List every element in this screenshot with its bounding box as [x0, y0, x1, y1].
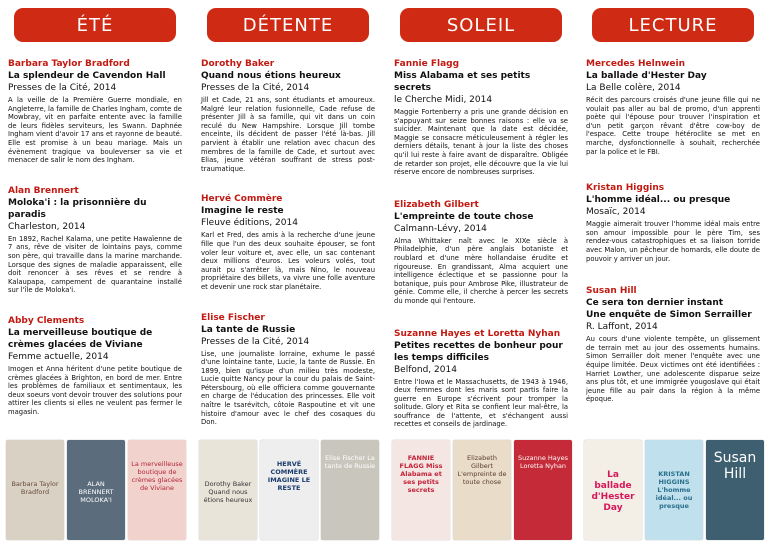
book-publisher: Presses de la Cité, 2014	[201, 336, 310, 347]
book-cover: Susan Hill	[706, 440, 764, 540]
book-author: Abby Clements	[8, 315, 85, 326]
book-entry	[386, 58, 576, 177]
book-entry	[0, 315, 190, 417]
book-publisher: Calmann-Lévy, 2014	[394, 223, 487, 234]
book-cover: La ballade d'Hester Day	[584, 440, 642, 540]
book-entry	[193, 312, 383, 427]
book-publisher: La Belle colère, 2014	[586, 83, 681, 93]
book-title: Miss Alabama et ses petits secrets	[394, 71, 531, 93]
book-subtitle: Une enquête de Simon Serrailler	[586, 310, 752, 321]
book-entry	[578, 58, 768, 156]
book-title: La tante de Russie	[201, 324, 296, 335]
book-entry	[578, 182, 768, 263]
banner-detente: DÉTENTE	[207, 8, 369, 42]
book-publisher: Presses de la Cité, 2014	[8, 83, 117, 93]
book-covers	[392, 440, 572, 540]
book-publisher: Belfond, 2014	[394, 364, 457, 375]
book-publisher: Presses de la Cité, 2014	[201, 83, 310, 93]
book-author: Dorothy Baker	[201, 59, 275, 69]
column-lecture	[578, 0, 768, 543]
book-cover: Elizabeth Gilbert L'empreinte de toute chose	[453, 440, 511, 540]
book-cover: KRISTAN HIGGINS L'homme idéal... ou presque	[645, 440, 703, 540]
banner-ete: ÉTÉ	[14, 8, 176, 42]
book-cover: La merveilleuse boutique de crèmes glacées de Viviane	[128, 440, 186, 540]
book-title: La splendeur de Cavendon Hall	[8, 71, 166, 81]
book-entry	[578, 285, 768, 404]
book-description: A la veille de la Première Guerre mondiale, en Angleterre, la famille de Charles Ingham, comte de Mowbray, vit en parfaite entente avec la famille de leurs fidèles serviteurs, les Swann. Daphnée Ingham vient d'avoir 17 ans et rayonne de beauté. Elle est promise à un beau mariage. Mais un évènement tragique va bouleverser sa vie et menacer de salir le nom des Ingham.	[8, 96, 182, 165]
book-covers	[199, 440, 379, 540]
column-detente	[193, 0, 383, 543]
book-cover: FANNIE FLAGG Miss Alabama et ses petits secrets	[392, 440, 450, 540]
book-author: Susan Hill	[586, 286, 637, 297]
banner-lecture: LECTURE	[592, 8, 754, 42]
book-publisher: R. Laffont, 2014	[586, 322, 658, 333]
book-author: Elizabeth Gilbert	[394, 199, 479, 210]
book-cover: Dorothy Baker Quand nous étions heureux	[199, 440, 257, 540]
book-author: Suzanne Hayes et Loretta Nyhan	[394, 328, 561, 339]
book-description: Imogen et Anna héritent d'une petite boutique de crèmes glacées à Brighton, en bord de mer. Entre les problèmes de familiaux et sentimentaux, les deux soeurs vont devoir trouver des solutions pour attirer les clients si elles ne veulent pas fermer le magasin.	[8, 364, 182, 416]
book-author: Mercedes Helnwein	[586, 59, 686, 69]
book-author: Hervé Commère	[201, 194, 283, 205]
book-author: Barbara Taylor Bradford	[8, 59, 130, 69]
book-description: Maggie Fortenberry a pris une grande décision en s'appuyant sur seize bonnes raisons : elle va se suicider. Maintenant que la date est décidée, Maggie se consacre méticuleusement à régler les derniers détails, tenant à jour la liste des choses qu'il lui reste à faire avant de disparaître. Obligée de retarder son projet, elle découvre que la vie lui réserve encore de nombreuses surprises.	[394, 108, 568, 177]
book-author: Elise Fischer	[201, 312, 265, 323]
book-entry	[386, 199, 576, 306]
book-author: Kristan Higgins	[586, 183, 665, 194]
book-publisher: Fleuve éditions, 2014	[201, 218, 298, 229]
book-publisher: le Cherche Midi, 2014	[394, 95, 493, 105]
book-description: Entre l'Iowa et le Massachusetts, de 1943 à 1946, deux femmes dont les maris sont partis faire la guerre en Europe s'écrivent pour tromper la solitude. Glory et Rita se confient leur mal-être, la souffrance de l'attente, et s'échangent aussi recettes et conseils de jardinage.	[394, 377, 568, 429]
book-title: La merveilleuse boutique de crèmes glacées de Viviane	[8, 327, 153, 350]
book-entry	[386, 328, 576, 430]
book-title: Moloka'i : la prisonnière du paradis	[8, 197, 147, 220]
book-description: Lise, une journaliste lorraine, exhume le passé d'une lointaine tante, Lucie, la tante de Russie. En 1899, bien qu'issue d'un milieu très modeste, Lucie quitte Nancy pour la cour du palais de Saint-Pétersbourg, où elle officiera comme gouvernante en charge de l'éducation des princesses. Elle voit naître le tsarévitch, côtoie Raspoutine et vit une histoire d'amour avec le chef des cosaques du Don.	[201, 349, 375, 427]
book-publisher: Femme actuelle, 2014	[8, 351, 109, 362]
book-title: La ballade d'Hester Day	[586, 71, 707, 81]
book-entry	[193, 58, 383, 173]
column-soleil	[386, 0, 576, 543]
book-title: Ce sera ton dernier instant	[586, 298, 724, 309]
book-author: Fannie Flagg	[394, 59, 460, 69]
book-description: Récit des parcours croisés d'une jeune fille qui ne voulait pas aller au bal de promo, d'un apprenti poète qui l'épouse pour trouver l'inspiration et d'un petit garçon rêvant d'être cow-boy de l'espace. Cette troupe hétéroclite se met en marche, dysfonctionnelle à souhait, recherchée par la police et le FBI.	[586, 96, 760, 156]
book-title: Quand nous étions heureux	[201, 71, 341, 81]
column-ete	[0, 0, 190, 543]
book-cover: Elise Fischer La tante de Russie	[321, 440, 379, 540]
book-cover: Barbara Taylor Bradford	[6, 440, 64, 540]
banner-soleil: SOLEIL	[400, 8, 562, 42]
book-entry	[0, 58, 190, 165]
book-title: Imagine le reste	[201, 206, 284, 217]
book-author: Alan Brennert	[8, 185, 79, 196]
book-publisher: Mosaïc, 2014	[586, 207, 646, 218]
book-description: Maggie aimerait trouver l'homme idéal mais entre son amour impossible pour le père Tim, ses rendez-vous catastrophiques et sa liaison torride avec Malon, un pêcheur de homards, elle doute de pouvoir y arriver un jour.	[586, 220, 760, 263]
book-description: Alma Whittaker naît avec le XIXe siècle à Philadelphie, d'un père anglais botaniste et roublard et d'une mère hollandaise érudite et rigoureuse. En grandissant, Alma acquiert une intelligence éclectique et se passionne pour la botanique, puis pour Ambrose Pike, illustrateur de génie. Comme elle, il cherche à percer les secrets du monde qui l'entoure.	[394, 236, 568, 305]
book-cover: Suzanne Hayes Loretta Nyhan	[514, 440, 572, 540]
book-description: Jill et Cade, 21 ans, sont étudiants et amoureux. Malgré leur relation fusionnelle, Cade refuse de présenter Jill à sa famille, qui vit dans un coin reculé du New Hampshire. Lorsque Jill tombe enceinte, ils décident de passer l'été là-bas. Jill parvient à établir une relation avec chacun des membres de la famille de Cade, et surtout avec Elias, jeune vétéran souffrant de stress post-traumatique.	[201, 96, 375, 173]
book-cover: ALAN BRENNERT MOLOKA'I	[67, 440, 125, 540]
book-covers	[6, 440, 186, 540]
book-covers	[584, 440, 764, 540]
book-entry	[193, 193, 383, 291]
book-title: Petites recettes de bonheur pour les temps difficiles	[394, 340, 563, 363]
book-entry	[0, 185, 190, 295]
book-title: L'empreinte de toute chose	[394, 211, 534, 222]
book-title: L'homme idéal... ou presque	[586, 195, 731, 206]
book-cover: HERVÉ COMMÈRE IMAGINE LE RESTE	[260, 440, 318, 540]
book-description: Karl et Fred, des amis à la recherche d'une jeune fille que l'un des deux souhaite épouser, se font voler leur voiture et, avec elle, un sac contenant deux millions d'euros. Les voleurs volés, tout aurait pu s'arrêter là, mais Nino, le nouveau propriétaire des billets, va vivre une folle aventure et devenir une rock star planétaire.	[201, 231, 375, 291]
book-description: En 1892, Rachel Kalama, une petite Hawaïenne de 7 ans, rêve de visiter de lointains pays, comme son père, qui travaille dans la marine marchande. Lorsque des signes de maladie apparaissent, elle doit renoncer à ses rêves et se rendre à Kalaupapa, campement de quarantaine installé sur l'île de Moloka'i.	[8, 234, 182, 295]
book-description: Au cours d'une violente tempête, un glissement de terrain met au jour des ossements humains. Simon Serrailler doit mener l'enquête avec une équipe limitée. Deux victimes ont été identifiées : Harriet Lowther, une adolescente disparue seize ans plus tôt, et une immigrée yougoslave qui était jeune fille au pair dans la région à la même époque.	[586, 335, 760, 404]
book-publisher: Charleston, 2014	[8, 221, 86, 232]
